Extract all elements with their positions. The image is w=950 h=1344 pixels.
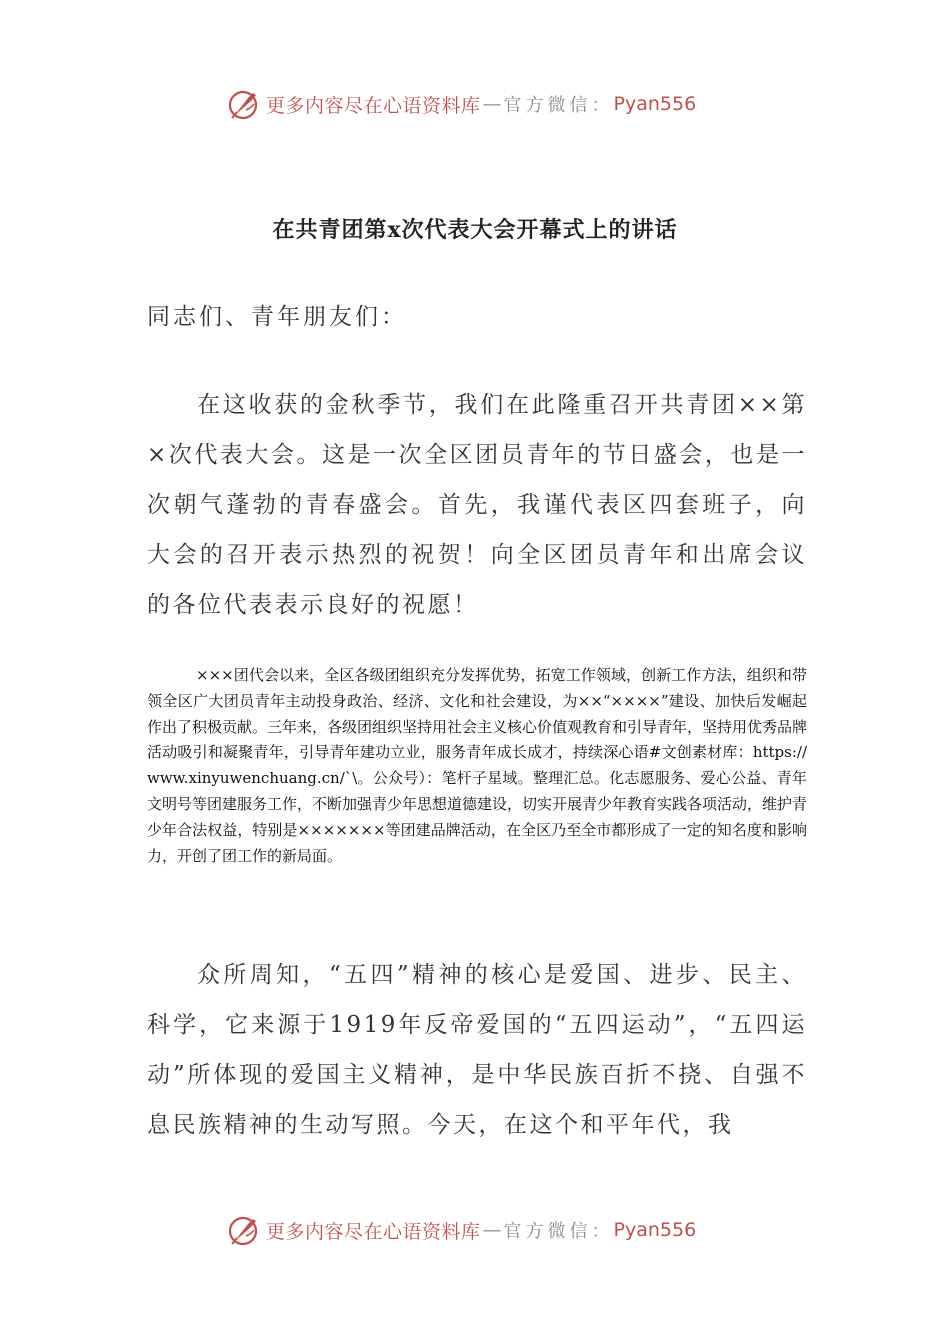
banner-text: 更多内容尽在心语资料库 xyxy=(266,1220,481,1243)
paragraph-3: 众所周知，“五四”精神的核心是爱国、进步、民主、科学，它来源于1919年反帝爱国的“五四运动”，“五四运动”所体现的爱国主义精神，是中华民族百折不挠、自强不息民族精神的生动写照。今天，在这个和平年代，我 xyxy=(147,962,807,1138)
quill-logo-icon xyxy=(226,1212,262,1248)
paragraph-2: ×××团代会以来，全区各级团组织充分发挥优势，拓宽工作领域，创新工作方法，组织和带领全区广大团员青年主动投身政治、经济、文化和社会建设，为××“××××”建设、加快后发崛起作出了积极贡献。三年来，各级团组织坚持用社会主义核心价值观教育和引导青年，坚持用优秀品牌活动吸引和凝聚青年，引导青年建功立业，服务青年成长成才，持续深心语#文创素材库：https://www.xinyuwenchuang.cn/`\。公众号）：笔杆子星域。整理汇总。化志愿服务、爱心公益、青年文明号等团建服务工作，不断加强青少年思想道德建设，切实开展青少年教育实践各项活动，维护青少年合法权益，特别是×××××××等团建品牌活动，在全区乃至全市都形成了一定的知名度和影响力，开创了团工作的新局面。 xyxy=(147,666,808,865)
document-title: 在共青团第x次代表大会开幕式上的讲话 xyxy=(272,217,678,243)
header-banner xyxy=(226,84,696,124)
banner-text: 更多内容尽在心语资料库 xyxy=(266,94,481,117)
banner-wechat-id: Pyan556 xyxy=(613,93,697,115)
banner-label: 官方微信： xyxy=(503,95,614,116)
salutation: 同志们、青年朋友们： xyxy=(147,304,407,330)
banner-dash: — xyxy=(482,1219,502,1241)
banner-dash: — xyxy=(482,93,502,115)
paragraph-1: 在这收获的金秋季节，我们在此隆重召开共青团××第×次代表大会。这是一次全区团员青年的节日盛会，也是一次朝气蓬勃的青春盛会。首先，我谨代表区四套班子，向大会的召开表示热烈的祝贺！向全区团员青年和出席会议的各位代表表示良好的祝愿！ xyxy=(147,392,807,618)
banner-label: 官方微信： xyxy=(503,1221,614,1242)
footer-banner xyxy=(226,1210,696,1250)
banner-wechat-id: Pyan556 xyxy=(613,1219,697,1241)
quill-logo-icon xyxy=(226,86,262,122)
